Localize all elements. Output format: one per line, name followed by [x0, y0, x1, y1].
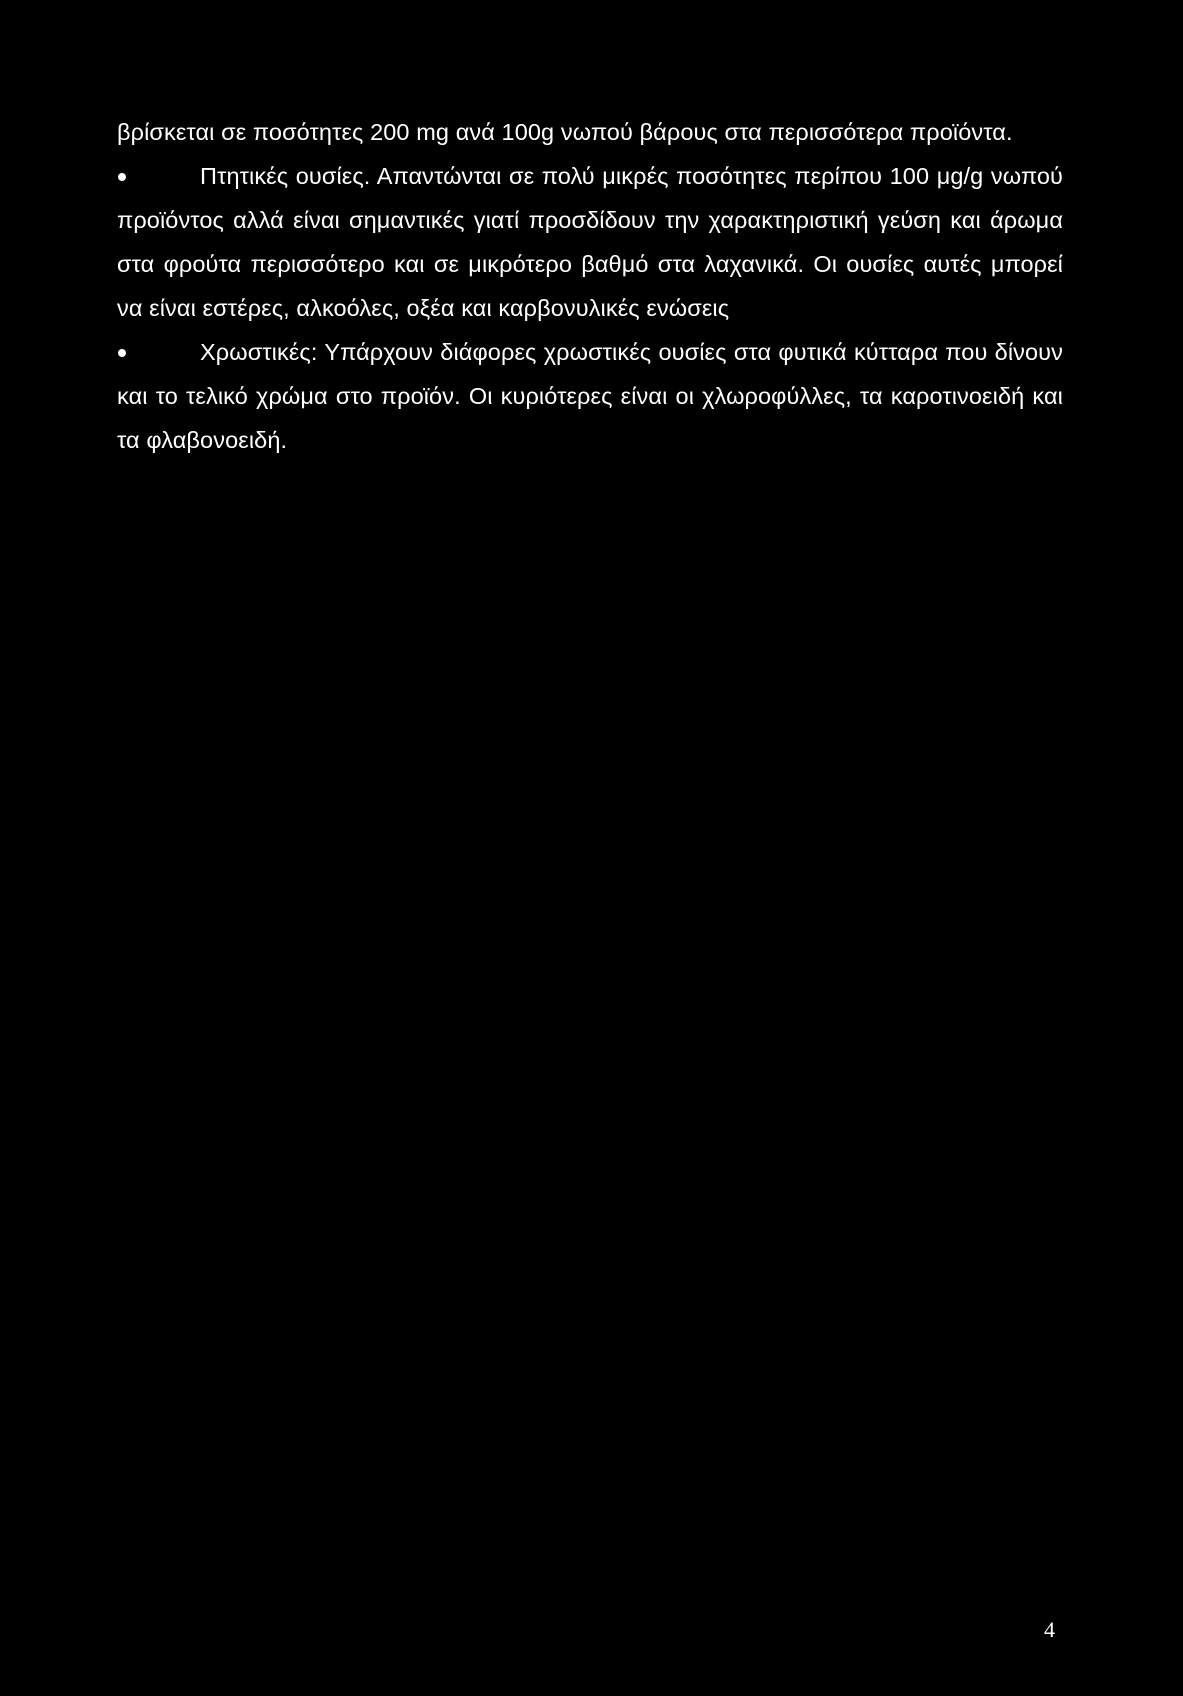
list-item-volatile-substances: [117, 154, 1063, 330]
list-item-text: Πτητικές ουσίες. Απαντώνται σε πολύ μικρές ποσότητες περίπου 100 μg/g νωπού προϊόντος αλλά είναι σημαντικές γιατί προσδίδουν την χαρακτηριστική γεύση και άρωμα στα φρούτα περισσότερο και σε μικρότερο βαθμό στα λαχανικά. Οι ουσίες αυτές μπορεί να είναι εστέρες, αλκοόλες, οξέα και καρβονυλικές ενώσεις: [117, 163, 1063, 321]
document-body: [117, 110, 1063, 462]
list-item-pigments: [117, 330, 1063, 462]
paragraph-continuation: βρίσκεται σε ποσότητες 200 mg ανά 100g νωπού βάρους στα περισσότερα προϊόντα.: [117, 119, 1013, 145]
list-item-text: Χρωστικές: Υπάρχουν διάφορες χρωστικές ουσίες στα φυτικά κύτταρα που δίνουν και το τελικό χρώμα στο προϊόν. Οι κυριότερες είναι οι χλωροφύλλες, τα καροτινοειδή και τα φλαβονοειδή.: [117, 339, 1063, 453]
page-number: 4: [1044, 1617, 1055, 1642]
